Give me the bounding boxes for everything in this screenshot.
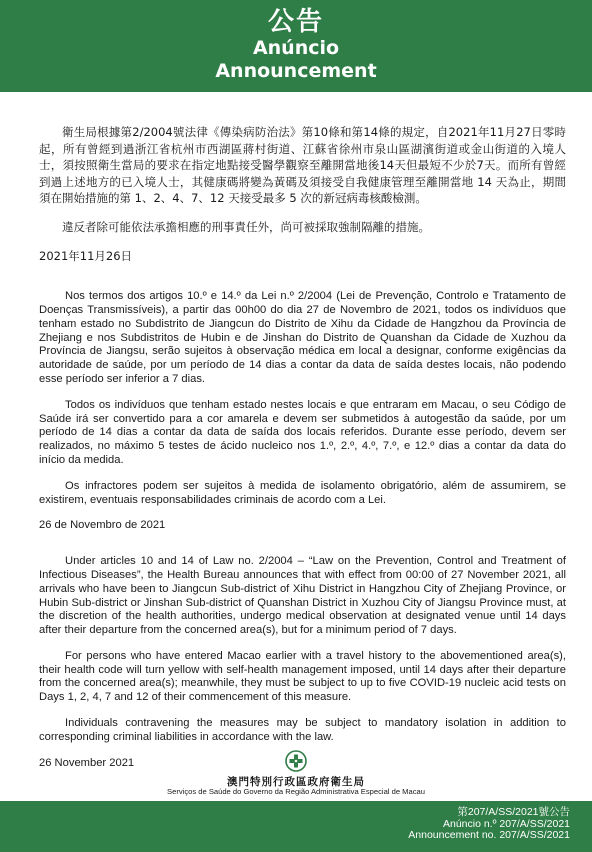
en-paragraph-3: Individuals contravening the measures may be subject to mandatory isolation in addition to corresponding criminal liabilities in accordance with the law. (39, 717, 566, 743)
en-paragraph-2: For persons who have entered Macao earlier with a travel history to the abovementioned area(s), their health code will turn yellow with self-health management imposed, until 14 days after their departure from the concerned area(s); meanwhile, they must be subject to up to five COVID-19 nucleic acid tests on Days 1, 2, 4, 7 and 12 of their commencement of this measure. (39, 649, 566, 704)
en-date: 26 November 2021 (39, 756, 135, 769)
title-pt: Anúncio (252, 37, 340, 59)
ref-en: Announcement no. 207/A/SS/2021 (408, 829, 570, 841)
zh-paragraph-2: 違反者除可能依法承擔相應的刑事責任外，尚可被採取強制隔離的措施。 (62, 219, 430, 234)
reference-footer (0, 801, 592, 852)
pt-paragraph-3: Os infractores podem ser sujeitos à medida de isolamento obrigatório, além de assumirem, se existirem, eventuais responsabilidades criminais de acordo com a Lei. (39, 479, 566, 506)
zh-date: 2021年11月26日 (39, 248, 133, 263)
en-paragraph-1: Under articles 10 and 14 of Law no. 2/2004 – “Law on the Prevention, Control and Treatment of Infectious Diseases”, the Health Bureau announces that with effect from 00:00 of 27 November 2021, all arrivals who have been to Jiangcun Sub-district of Xihu District in Hangzhou City of Zhejiang Province, or Hubin Sub-district or Jinshan Sub-district of Quanshan District in Xuzhou City of Jiangsu Province must, at the discretion of the health authorities, undergo medical observation at designated venue until 14 days after their departure from the concerned area(s), but for a minimum period of 7 days. (39, 555, 566, 637)
title-zh: 公告 (267, 7, 324, 37)
pt-paragraph-1: Nos termos dos artigos 10.º e 14.º da Lei n.º 2/2004 (Lei de Prevenção, Controlo e Tratamento de Doenças Transmissíveis), a partir das 00h00 do dia 27 de Novembro de 2021, todos os indivíduos que tenham estado no Subdistrito de Jiangcun do Distrito de Xihu da Cidade de Hangzhou da Província de Zhejiang e nos Subdistritos de Hubin e de Jinshan do Distrito de Quanshan da Cidade de Xuzhou da Província de Jiangsu, serão sujeitos à observação médica em local a designar, conforme exigências da autoridade de saúde, por um período de 14 dias a contar da data de saída destes locais, não podendo esse período ser inferior a 7 dias. (39, 290, 566, 385)
ref-pt: Anúncio n.º 207/A/SS/2021 (442, 817, 570, 830)
org-name-zh: 澳門特別行政區政府衛生局 (227, 776, 365, 788)
zh-paragraph-1: 衛生局根據第2/2004號法律《傳染病防治法》第10條和第14條的規定，自2021年11月27日零時起，所有曾經到過浙江省杭州市西湖區蔣村街道、江蘇省徐州市泉山區湖濱街道或金山街道的入境人士，須按照衛生當局的要求在指定地點接受醫學觀察至離開當地後14天但最短不少於7天。而所有曾經到過上述地方的已入境人士，其健康碼將變為黃碼及須接受自我健康管理至離開當地 14 天為止，期間須在開始措施的第 1、2、4、7、12 天接受最多 5 次的新冠病毒核酸檢測。 (39, 125, 566, 206)
pt-paragraph-2: Todos os indivíduos que tenham estado nestes locais e que entraram em Macau, o seu Código de Saúde irá ser convertido para a cor amarela e devem ser submetidos à autogestão da saúde, por um período de 14 dias a contar da data de saída dos locais referidos. Durante esse período, devem ser realizados, no máximo 5 testes de ácido nucleico nos 1.º, 2.º, 4.º, 7.º, e 12.º dias a contar da data do início da medida. (39, 398, 566, 466)
announcement-body (39, 124, 566, 792)
org-name-pt: Serviços de Saúde do Governo da Região Administrativa Especial de Macau (167, 787, 425, 796)
announcement-header (0, 0, 592, 92)
title-en: Announcement (215, 60, 377, 82)
ref-zh: 第207/A/SS/2021號公告 (457, 806, 570, 818)
health-bureau-logo-icon (285, 750, 307, 772)
pt-date: 26 de Novembro de 2021 (39, 519, 166, 532)
